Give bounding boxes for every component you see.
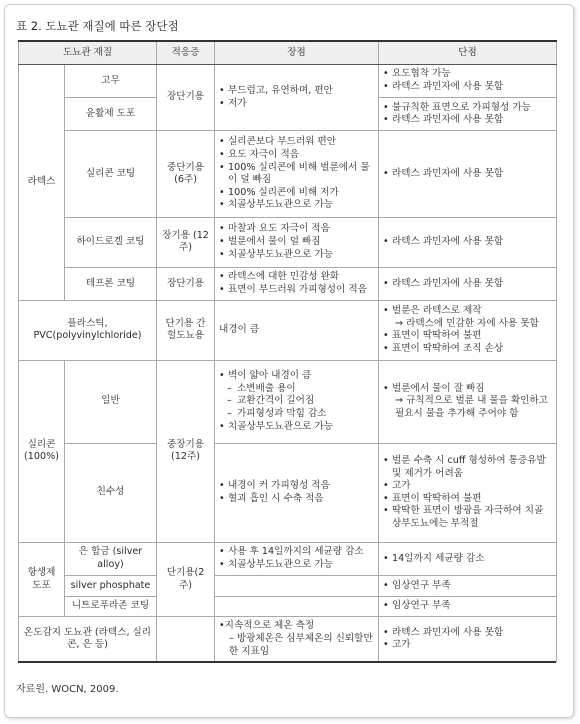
header-indication: 적응증 <box>157 41 215 65</box>
list-item: • 100% 실리콘에 비해 벌룬에서 물이 덜 빠짐 <box>219 162 374 187</box>
list-item: • 혈괴 흡인 시 수축 적음 <box>219 493 374 506</box>
header-advantages: 장점 <box>215 41 379 65</box>
material-cell: 하이드로겔 코팅 <box>65 218 157 268</box>
advantages-cell <box>215 267 379 300</box>
list-item: • 벌룬에서 물이 덜 빠짐 <box>219 236 374 249</box>
list-item: → 라텍스에 민감한 자에 사용 못함 <box>395 317 539 329</box>
list-item: • 라텍스 과민자에 사용 못함 <box>383 278 552 291</box>
list-item: • 고가 <box>383 639 552 652</box>
material-cell: 테프론 코팅 <box>65 267 157 300</box>
list-item: • 부드럽고, 유연하며, 편안 <box>219 85 374 98</box>
material-cell: 플라스틱, PVC(polyvinylchloride) <box>19 300 157 360</box>
table-row <box>19 65 557 98</box>
list-item: • 마찰과 요도 자극이 적음 <box>219 223 374 236</box>
disadvantages-cell <box>379 360 557 443</box>
indication-cell: 중단기용 (6주) <box>157 131 215 218</box>
list-item: • 벽이 얇아 내경이 큼 <box>219 370 374 383</box>
list-item: • 라텍스 과민자에 사용 못함 <box>383 81 552 94</box>
list-item: • 벌룬 수축 시 cuff 형성하여 통증유발 및 제거가 어려움 <box>383 455 552 480</box>
disadvantages-cell <box>379 131 557 218</box>
indication-cell: 장단기용 <box>157 267 215 300</box>
list-item: – 방광체온은 심부체온의 신뢰할만한 지표임 <box>229 632 373 657</box>
indication-cell: 장단기용 <box>157 65 215 131</box>
list-item: • 임상연구 부족 <box>383 580 552 593</box>
list-item: • 표면이 부드러워 가피형성이 적음 <box>219 284 374 297</box>
advantages-cell <box>215 131 379 218</box>
group-antibacterial: 항생제 도포 <box>19 542 65 616</box>
list-item: – 가피형성과 막힘 감소 <box>219 408 374 421</box>
table-row <box>19 443 557 542</box>
disadvantages-cell <box>379 267 557 300</box>
list-item: • 치골상부도뇨관으로 가능 <box>219 421 374 434</box>
disadvantages-cell <box>379 617 557 662</box>
disadvantages-cell <box>379 65 557 98</box>
list-item: • 라텍스에 대한 민감성 완화 <box>219 271 374 284</box>
list-item: • 라텍스 과민자에 사용 못함 <box>383 627 552 640</box>
advantages-cell <box>215 65 379 131</box>
advantages-cell <box>215 576 379 597</box>
list-item: • 표면이 딱딱하여 불편 <box>383 493 552 506</box>
list-item: • 요도 자극이 적음 <box>219 149 374 162</box>
list-item: • 치골상부도뇨관으로 가능 <box>219 249 374 262</box>
disadvantages-cell <box>379 443 557 542</box>
list-item: • 요도협착 가능 <box>383 68 552 81</box>
table-row <box>19 267 557 300</box>
list-item: • 사용 후 14일까지의 세균량 감소 <box>219 546 374 559</box>
material-cell: 일반 <box>65 360 157 443</box>
list-item: • 치골상부도뇨관으로 가능 <box>219 199 374 212</box>
list-item: • 표면이 딱딱하여 조직 손상 <box>383 343 552 356</box>
table-row <box>19 218 557 268</box>
material-cell: 고무 <box>65 65 157 98</box>
table-row <box>19 131 557 218</box>
list-item: • 고가 <box>383 480 552 493</box>
group-silicone: 실리콘 (100%) <box>19 360 65 542</box>
list-item: • 100% 실리콘에 비해 저가 <box>219 187 374 200</box>
list-item: • 딱딱한 표면이 방광을 자극하여 치골상부도뇨에는 부적절 <box>383 505 552 530</box>
list-item: • 라텍스 과민자에 사용 못함 <box>383 168 552 181</box>
table-row <box>19 360 557 443</box>
material-cell: 친수성 <box>65 443 157 542</box>
list-item: → 규칙적으로 벌룬 내 물을 확인하고 필요시 물을 추가해 주어야 함 <box>395 395 549 420</box>
disadvantages-cell <box>379 218 557 268</box>
advantages-cell <box>215 360 379 443</box>
list-item: • 벌룬에서 물이 잘 빠짐 <box>383 383 552 396</box>
disadvantages-cell <box>379 596 557 617</box>
list-item: • 14일까지 세균량 감소 <box>383 553 552 566</box>
catheter-material-table <box>18 40 557 662</box>
indication-cell <box>157 617 215 662</box>
source-note: 자료원. WOCN, 2009. <box>16 684 119 695</box>
list-item: • 벌룬은 라텍스로 제작 <box>383 305 552 318</box>
advantages-cell <box>215 542 379 575</box>
group-latex: 라텍스 <box>19 65 65 301</box>
list-item: – 교환간격이 길어짐 <box>219 395 374 408</box>
material-cell: 은 합금 (silver alloy) <box>65 542 157 575</box>
table-header-row <box>19 41 557 65</box>
table-caption: 표 2. 도뇨관 재질에 따른 장단점 <box>16 19 179 33</box>
material-cell: 니트로푸라존 코팅 <box>65 596 157 617</box>
advantages-cell <box>215 617 379 662</box>
table-row <box>19 596 557 617</box>
indication-cell: 단기용(2주) <box>157 542 215 616</box>
disadvantages-cell <box>379 98 557 131</box>
list-item: • 표면이 딱딱하여 불편 <box>383 330 552 343</box>
indication-cell: 단기용 간헐도뇨용 <box>157 300 215 360</box>
header-disadvantages: 단점 <box>379 41 557 65</box>
advantages-cell <box>215 596 379 617</box>
table-row <box>19 542 557 575</box>
advantages-cell <box>215 443 379 542</box>
indication-cell: 중장기용 (12주) <box>157 360 215 542</box>
list-item: • 치골상부도뇨관으로 가능 <box>219 559 374 572</box>
indication-cell: 장기용 (12주) <box>157 218 215 268</box>
table-row <box>19 300 557 360</box>
disadvantages-cell <box>379 300 557 360</box>
advantages-cell <box>215 218 379 268</box>
list-item: – 소변배출 용이 <box>219 383 374 396</box>
list-item: • 불규칙한 표면으로 가피형성 가능 <box>383 102 552 115</box>
list-item: •지속적으로 체온 측정 <box>219 620 315 632</box>
table-row <box>19 617 557 662</box>
list-item: • 라텍스 과민자에 사용 못함 <box>383 114 552 127</box>
list-item: • 라텍스 과민자에 사용 못함 <box>383 236 552 249</box>
material-cell: silver phosphate <box>65 576 157 597</box>
list-item: • 내경이 커 가피형성 적음 <box>219 480 374 493</box>
header-material: 도뇨관 재질 <box>19 41 157 65</box>
table-bottom-rule <box>18 661 556 663</box>
advantages-cell: 내경이 큼 <box>215 300 379 360</box>
disadvantages-cell <box>379 542 557 575</box>
material-cell: 실리콘 코팅 <box>65 131 157 218</box>
disadvantages-cell <box>379 576 557 597</box>
table-row <box>19 576 557 597</box>
list-item: • 임상연구 부족 <box>383 600 552 613</box>
material-cell: 윤활제 도포 <box>65 98 157 131</box>
list-item: • 실리콘보다 부드러워 편안 <box>219 136 374 149</box>
material-cell: 온도감지 도뇨관 (라텍스, 실리콘, 은 등) <box>19 617 157 662</box>
list-item: • 저가 <box>219 98 374 111</box>
